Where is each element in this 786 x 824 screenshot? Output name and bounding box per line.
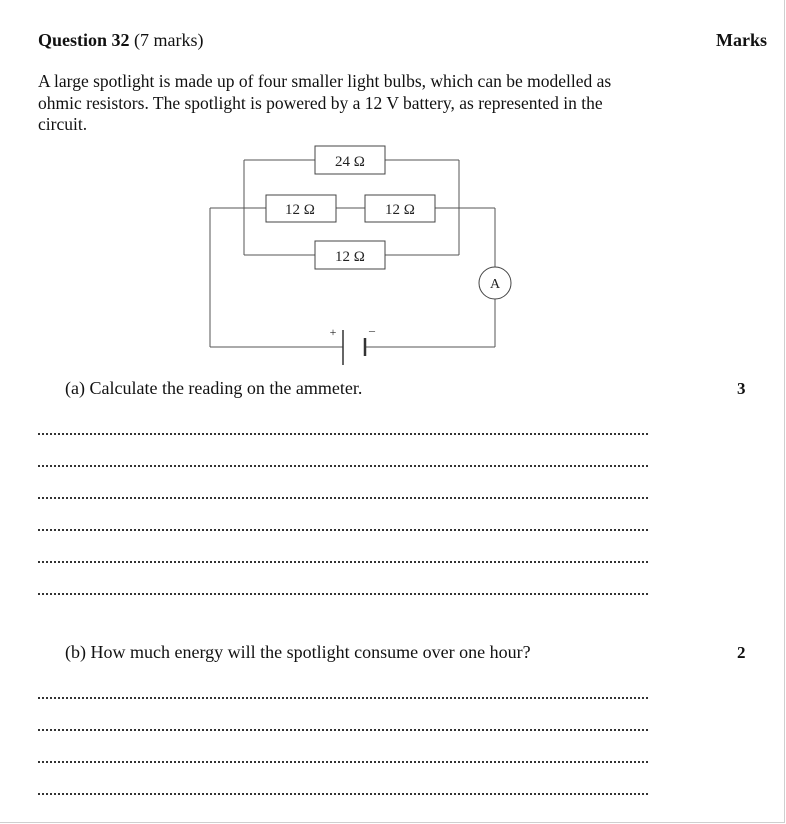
answer-line[interactable]	[38, 729, 648, 731]
resistor-right-label: 12 Ω	[385, 202, 415, 218]
answer-line[interactable]	[38, 465, 648, 467]
resistor-left-label: 12 Ω	[285, 202, 315, 218]
question-marks-note: (7 marks)	[134, 30, 204, 50]
answer-line[interactable]	[38, 761, 648, 763]
question-intro: A large spotlight is made up of four smaller light bulbs, which can be modelled as ohmic resistors. The spotlight is powered by a 12 V battery, as represented in the circuit.	[38, 71, 612, 134]
answer-line[interactable]	[38, 433, 648, 435]
part-b-question: (b) How much energy will the spotlight consume over one hour?	[65, 642, 531, 662]
marks-column-header: Marks	[716, 30, 767, 50]
resistor-top-label: 24 Ω	[335, 154, 365, 170]
question-title: Question 32	[38, 30, 130, 50]
part-b-marks: 2	[737, 643, 746, 662]
answer-line[interactable]	[38, 793, 648, 795]
part-a-question: (a) Calculate the reading on the ammeter.	[65, 378, 363, 398]
ammeter-label: A	[489, 277, 501, 292]
answer-line[interactable]	[38, 497, 648, 499]
answer-line[interactable]	[38, 529, 648, 531]
answer-line[interactable]	[38, 593, 648, 595]
circuit-diagram	[0, 0, 786, 370]
answer-line[interactable]	[38, 697, 648, 699]
resistor-bottom-label: 12 Ω	[335, 249, 365, 265]
answer-line[interactable]	[38, 561, 648, 563]
battery-plus-sign: +	[329, 325, 337, 339]
part-a-marks: 3	[737, 379, 746, 398]
battery-minus-sign: –	[369, 323, 375, 337]
